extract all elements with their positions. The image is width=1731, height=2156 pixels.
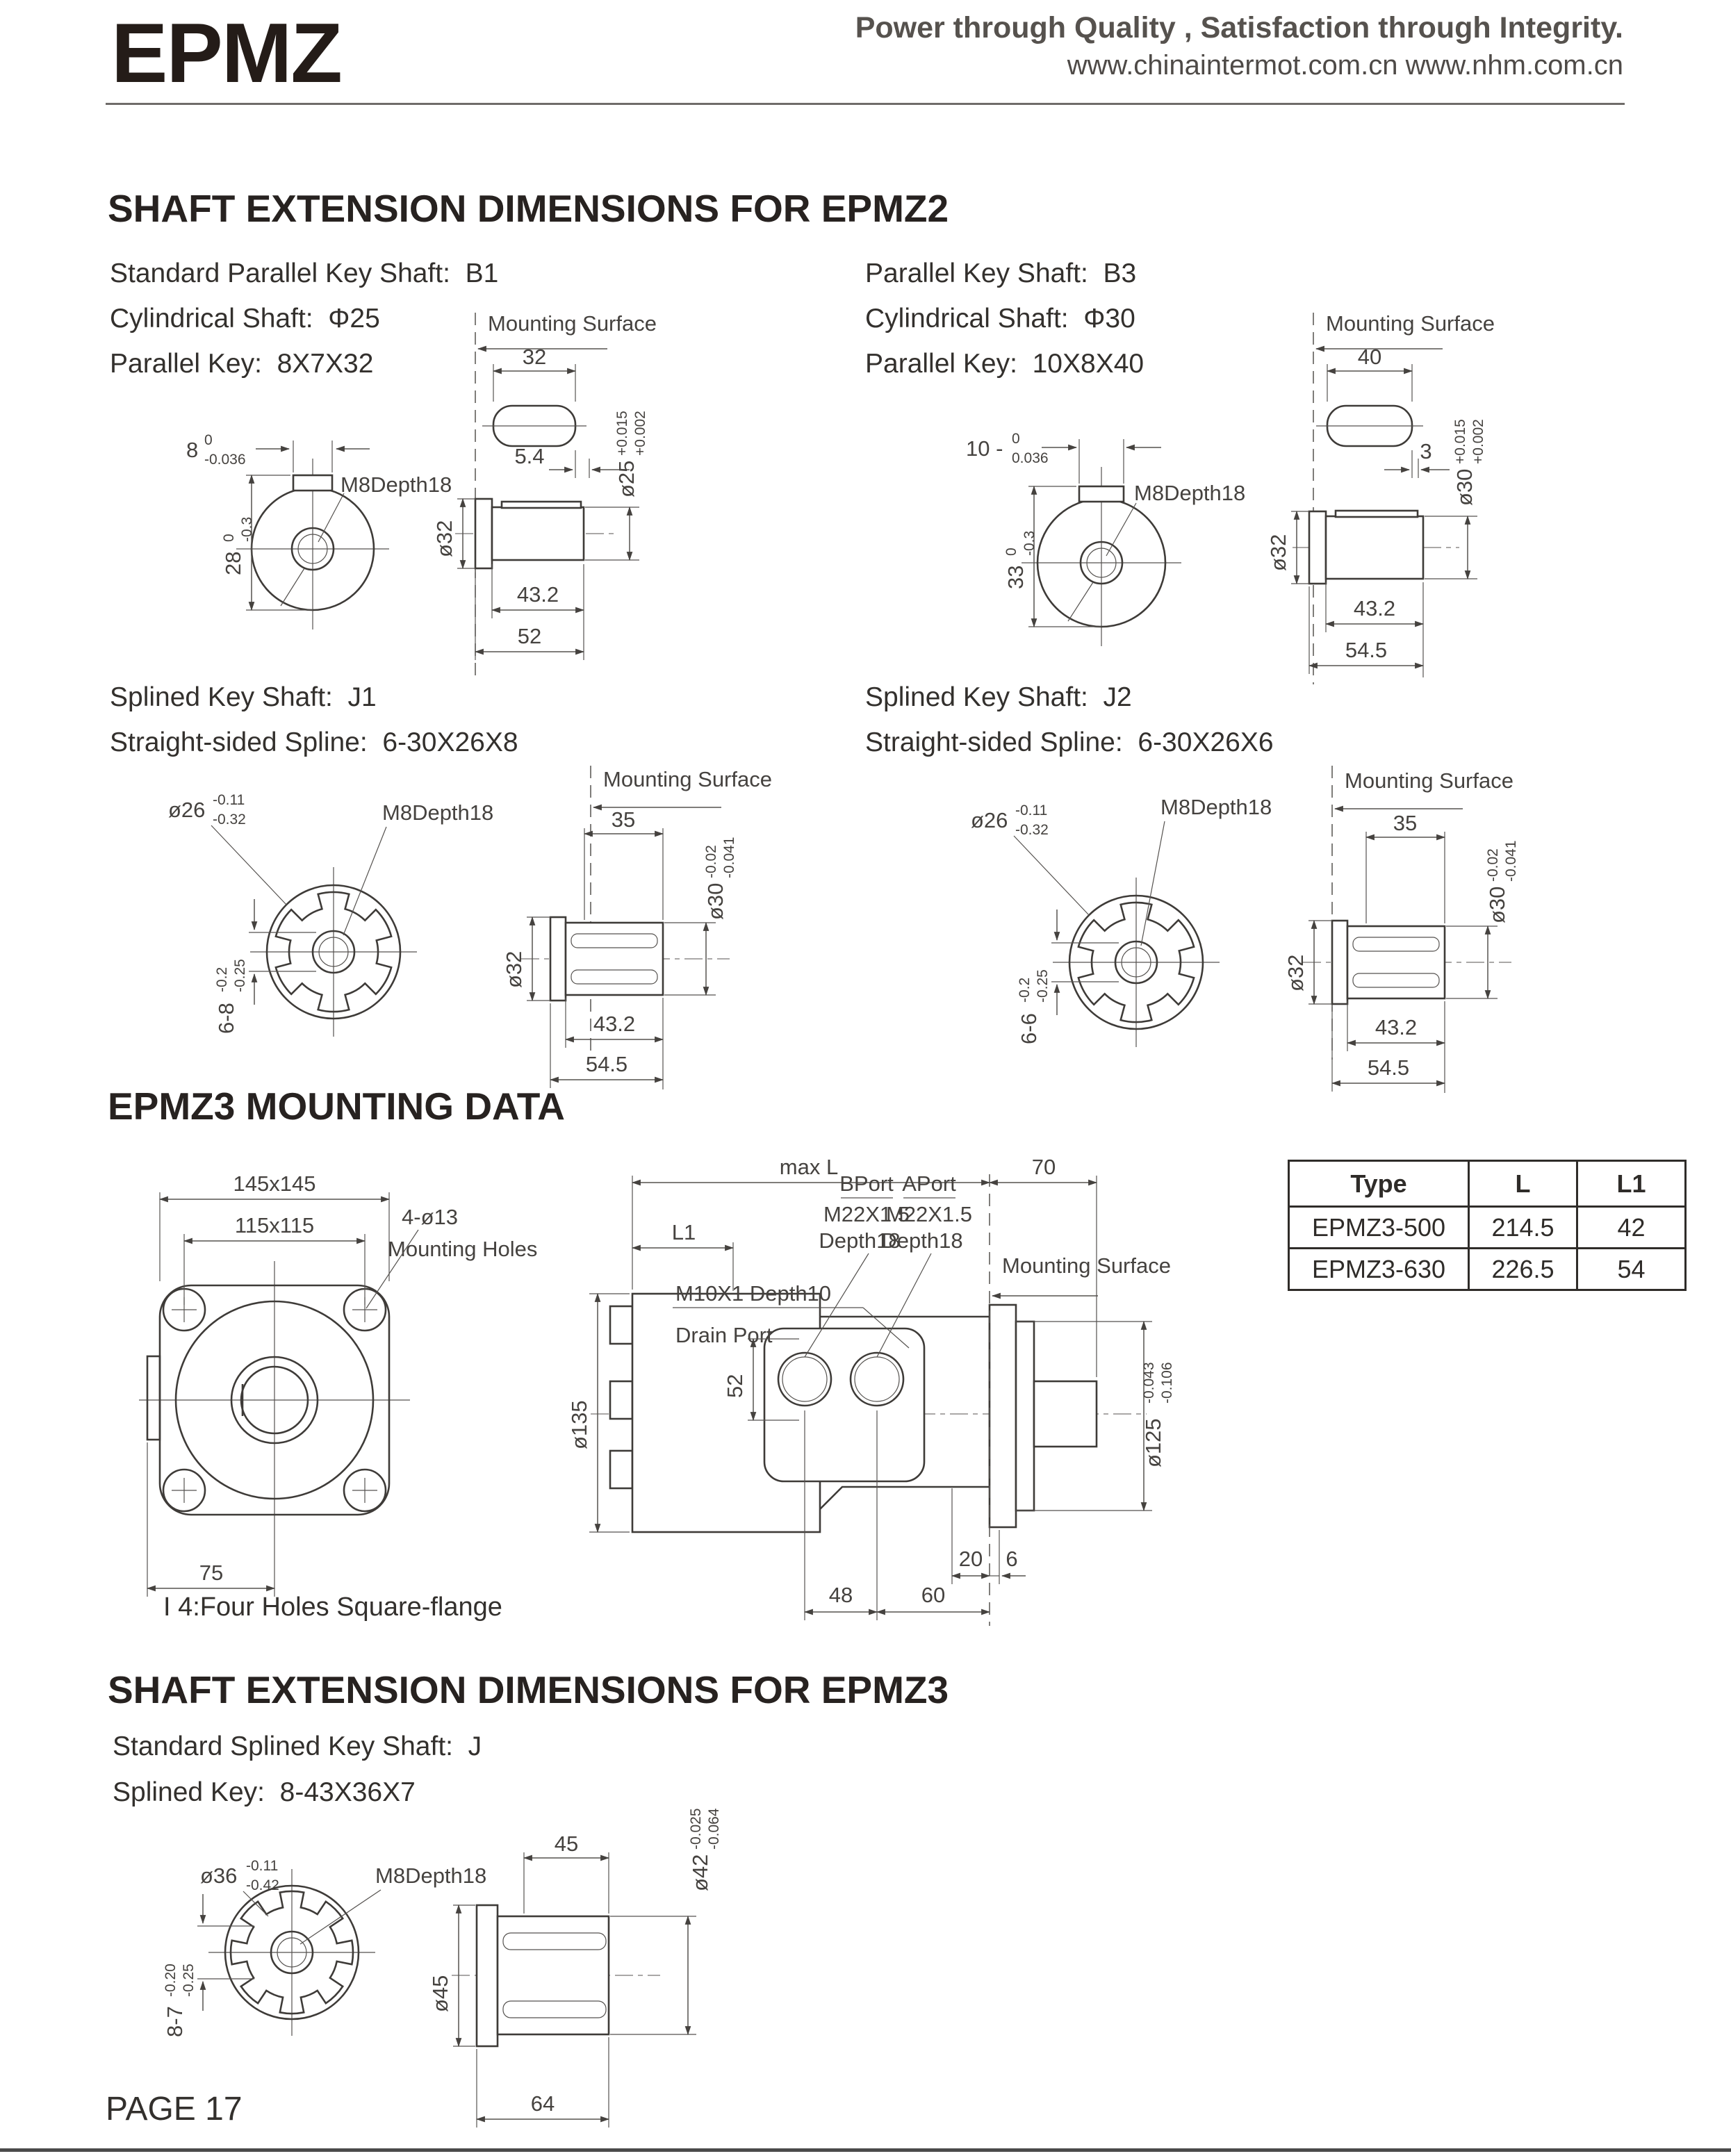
dim-pilot-tol-bot: -0.106 bbox=[1159, 1362, 1175, 1404]
j1-dim-shaft-tol-top: -0.02 bbox=[703, 845, 719, 878]
dim-70: 70 bbox=[1031, 1155, 1056, 1179]
flange-dim-half: 75 bbox=[199, 1561, 224, 1585]
b3-dim-len1: 43.2 bbox=[1353, 596, 1396, 620]
flange-front-view bbox=[139, 1171, 537, 1597]
b3-end-view bbox=[966, 431, 1245, 646]
b1-label-cyl: Cylindrical Shaft: Φ25 bbox=[110, 304, 380, 334]
dim-6: 6 bbox=[1006, 1547, 1018, 1571]
b3-dim-flange-dia: ø32 bbox=[1266, 534, 1290, 571]
b1-dim-height-tol-bot: -0.3 bbox=[239, 516, 255, 542]
j-dim-collar-dia: ø45 bbox=[428, 1975, 452, 2012]
flange-caption: I 4:Four Holes Square-flange bbox=[163, 1593, 502, 1622]
section-title-epmz3: SHAFT EXTENSION DIMENSIONS FOR EPMZ3 bbox=[108, 1668, 949, 1711]
b1-mounting-surface-label: Mounting Surface bbox=[488, 311, 657, 336]
j2-dim-spline-tol-top: -0.11 bbox=[1015, 803, 1048, 818]
b1-dim-height-tol-top: 0 bbox=[221, 534, 237, 542]
j1-dim-spline-len: 35 bbox=[611, 807, 636, 832]
b1-dim-keylen: 32 bbox=[522, 345, 547, 369]
b1-dim-keywidth: 8 bbox=[186, 438, 199, 462]
j1-label-shaft: Splined Key Shaft: J1 bbox=[110, 682, 377, 712]
table-header-type: Type bbox=[1289, 1161, 1469, 1207]
j-dim-shaft-tol-top: -0.025 bbox=[688, 1808, 704, 1850]
b3-dim-shaft-tol-top: +0.015 bbox=[1452, 419, 1468, 464]
j2-label-shaft: Splined Key Shaft: J2 bbox=[865, 682, 1132, 712]
j2-dim-spline-len: 35 bbox=[1393, 811, 1418, 835]
flange-dim-outer: 145x145 bbox=[233, 1171, 316, 1196]
b3-dim-keywidth-tol-top: 0 bbox=[1012, 431, 1020, 447]
j1-dim-shaft-dia: ø30 bbox=[703, 882, 728, 920]
dim-max-l: max L bbox=[779, 1155, 839, 1179]
j2-dim-spline-dia: ø26 bbox=[971, 808, 1008, 832]
j1-dim-spline-tol-bot: -0.32 bbox=[213, 812, 246, 828]
bport-thread: M22X1.5 bbox=[823, 1202, 910, 1226]
table-row bbox=[1289, 1249, 1686, 1290]
b1-dim-shaft-dia: ø25 bbox=[614, 460, 639, 497]
table-cell-l1: 42 bbox=[1577, 1207, 1686, 1249]
flange-dim-bolt: 115x115 bbox=[234, 1213, 315, 1237]
b1-label-key: Parallel Key: 8X7X32 bbox=[110, 349, 374, 379]
j1-dim-shaft-tol-bot: -0.041 bbox=[721, 837, 737, 878]
j-label-shaft: Standard Splined Key Shaft: J bbox=[113, 1731, 482, 1761]
j-dim-spline-tol-top: -0.11 bbox=[246, 1858, 279, 1874]
j-dim-len: 64 bbox=[530, 2091, 555, 2116]
table-header-l1: L1 bbox=[1577, 1161, 1686, 1207]
b3-dim-shaft-dia: ø30 bbox=[1452, 468, 1477, 506]
b3-dim-keywidth: 10 - bbox=[966, 436, 1003, 461]
b3-dim-height-tol-bot: -0.3 bbox=[1022, 530, 1037, 556]
j2-dim-toothwidth-tol-bot: -0.25 bbox=[1035, 969, 1051, 1003]
j1-end-view bbox=[168, 792, 493, 1037]
j2-dim-shaft-dia: ø30 bbox=[1485, 886, 1509, 923]
aport-thread: M22X1.5 bbox=[885, 1202, 973, 1226]
dim-48: 48 bbox=[828, 1583, 853, 1607]
table-cell-l1: 54 bbox=[1577, 1249, 1686, 1290]
j-side-view bbox=[428, 1808, 722, 2128]
mount-surface-label: Mounting Surface bbox=[1002, 1253, 1171, 1278]
j2-dim-len2: 54.5 bbox=[1367, 1055, 1410, 1080]
j1-m8-label: M8Depth18 bbox=[382, 800, 494, 825]
j1-dim-len1: 43.2 bbox=[593, 1012, 636, 1036]
j-dim-spline-dia: ø36 bbox=[200, 1863, 238, 1888]
j1-dim-toothwidth: 6-8 bbox=[214, 1003, 238, 1034]
table-cell-type: EPMZ3-630 bbox=[1289, 1249, 1469, 1290]
j2-dim-len1: 43.2 bbox=[1375, 1015, 1418, 1039]
j1-dim-spline-dia: ø26 bbox=[168, 798, 206, 822]
b3-label-key: Parallel Key: 10X8X40 bbox=[865, 349, 1145, 379]
b1-m8-label: M8Depth18 bbox=[341, 472, 452, 497]
b3-mounting-surface-label: Mounting Surface bbox=[1326, 311, 1495, 336]
b3-drawing bbox=[862, 292, 1661, 695]
b1-dim-tip: 5.4 bbox=[514, 444, 545, 468]
dim-l1: L1 bbox=[671, 1220, 696, 1244]
j-dim-toothwidth-tol-top: -0.20 bbox=[163, 1964, 179, 1997]
j1-dim-len2: 54.5 bbox=[585, 1052, 628, 1076]
page-number: PAGE 17 bbox=[106, 2091, 243, 2128]
j2-dim-shaft-tol-top: -0.02 bbox=[1485, 848, 1501, 882]
section-title-mounting: EPMZ3 MOUNTING DATA bbox=[108, 1085, 565, 1128]
aport-label: APort bbox=[902, 1171, 956, 1196]
b3-key-plan bbox=[1316, 345, 1450, 478]
table-header-l: L bbox=[1469, 1161, 1577, 1207]
j2-dim-flange-dia: ø32 bbox=[1283, 954, 1308, 991]
j1-dim-flange-dia: ø32 bbox=[502, 951, 526, 988]
j2-dim-spline-tol-bot: -0.32 bbox=[1015, 822, 1049, 838]
b1-key-plan bbox=[482, 345, 630, 478]
b3-dim-keylen: 40 bbox=[1357, 345, 1382, 369]
aport-depth: Depth18 bbox=[881, 1228, 963, 1253]
b1-dim-height: 28 bbox=[221, 551, 245, 575]
flange-holes-count: 4-ø13 bbox=[402, 1205, 458, 1229]
b1-dim-len1: 43.2 bbox=[516, 582, 559, 607]
j2-dim-toothwidth-tol-top: -0.2 bbox=[1017, 977, 1033, 1003]
table-row bbox=[1289, 1207, 1686, 1249]
b3-side-view bbox=[1266, 419, 1486, 677]
dim-pilot-tol-top: -0.043 bbox=[1141, 1362, 1157, 1404]
j2-m8-label: M8Depth18 bbox=[1160, 795, 1272, 819]
b3-dim-shaft-tol-bot: +0.002 bbox=[1470, 419, 1486, 464]
footer-rule bbox=[0, 2148, 1731, 2152]
b3-dim-height-tol-top: 0 bbox=[1003, 548, 1019, 556]
j1-drawing bbox=[104, 750, 862, 1098]
j-dim-spline-tol-bot: -0.42 bbox=[246, 1877, 279, 1893]
header-urls: www.chinaintermot.com.cn www.nhm.com.cn bbox=[1067, 50, 1623, 81]
dim-20: 20 bbox=[958, 1547, 983, 1571]
dimension-table bbox=[1288, 1160, 1687, 1291]
j1-label-spline: Straight-sided Spline: 6-30X26X8 bbox=[110, 727, 518, 757]
j-dim-toothwidth-tol-bot: -0.25 bbox=[181, 1964, 197, 1997]
j1-dim-spline-tol-top: -0.11 bbox=[213, 792, 245, 808]
section-title-epmz2: SHAFT EXTENSION DIMENSIONS FOR EPMZ2 bbox=[108, 187, 949, 230]
j1-side-view bbox=[502, 807, 737, 1089]
j2-drawing bbox=[862, 750, 1661, 1098]
b1-end-view bbox=[186, 432, 452, 629]
drain-port-label: Drain Port bbox=[675, 1323, 773, 1347]
j-label-spline: Splined Key: 8-43X36X7 bbox=[113, 1777, 416, 1807]
b1-dim-shaft-tol-top: +0.015 bbox=[614, 411, 630, 456]
table-cell-l: 214.5 bbox=[1469, 1207, 1577, 1249]
table-cell-l: 226.5 bbox=[1469, 1249, 1577, 1290]
dim-body-dia: ø135 bbox=[567, 1400, 591, 1449]
j-dim-shaft-dia: ø42 bbox=[688, 1854, 712, 1891]
b3-dim-keywidth-tol-bot: 0.036 bbox=[1012, 450, 1049, 466]
b3-label-cyl: Cylindrical Shaft: Φ30 bbox=[865, 304, 1135, 334]
bport-depth: Depth18 bbox=[819, 1228, 901, 1253]
dim-52: 52 bbox=[723, 1374, 747, 1398]
j2-dim-toothwidth: 6-6 bbox=[1017, 1013, 1041, 1044]
j2-label-spline: Straight-sided Spline: 6-30X26X6 bbox=[865, 727, 1274, 757]
motor-side-view bbox=[567, 1155, 1175, 1626]
j-dim-spline-len: 45 bbox=[554, 1832, 579, 1856]
brand-logo: EPMZ bbox=[111, 6, 341, 100]
bport-label: BPort bbox=[839, 1171, 894, 1196]
b1-dim-keywidth-tol-bot: -0.036 bbox=[204, 452, 246, 468]
j1-dim-toothwidth-tol-bot: -0.25 bbox=[232, 959, 248, 992]
header-tagline: Power through Quality , Satisfaction through Integrity. bbox=[855, 11, 1623, 44]
b3-label-shaft: Parallel Key Shaft: B3 bbox=[865, 258, 1137, 288]
flange-holes-label: Mounting Holes bbox=[388, 1237, 538, 1261]
b1-label-shaft: Standard Parallel Key Shaft: B1 bbox=[110, 258, 499, 288]
b1-dim-keywidth-tol-top: 0 bbox=[204, 432, 213, 448]
j-dim-shaft-tol-bot: -0.064 bbox=[706, 1808, 722, 1850]
header-rule bbox=[106, 103, 1625, 105]
b3-dim-len2: 54.5 bbox=[1345, 638, 1388, 662]
j2-side-view bbox=[1283, 811, 1519, 1093]
j2-end-view bbox=[971, 795, 1272, 1047]
dim-60: 60 bbox=[921, 1583, 946, 1607]
b1-drawing bbox=[104, 292, 862, 695]
j1-mounting-surface-label: Mounting Surface bbox=[603, 767, 772, 791]
b1-dim-len2: 52 bbox=[517, 624, 542, 648]
j-dim-toothwidth: 8-7 bbox=[163, 2006, 187, 2037]
j1-dim-toothwidth-tol-top: -0.2 bbox=[214, 966, 230, 992]
b3-dim-tip: 3 bbox=[1420, 439, 1432, 463]
drain-thread-label: M10X1 Depth10 bbox=[675, 1281, 832, 1306]
b1-dim-flange-dia: ø32 bbox=[432, 520, 457, 557]
b3-dim-height: 33 bbox=[1003, 565, 1028, 589]
dim-pilot-dia: ø125 bbox=[1141, 1418, 1165, 1467]
b1-dim-shaft-tol-bot: +0.002 bbox=[632, 411, 648, 456]
b3-m8-label: M8Depth18 bbox=[1134, 481, 1246, 505]
j-m8-label: M8Depth18 bbox=[375, 1863, 487, 1888]
j2-dim-shaft-tol-bot: -0.041 bbox=[1503, 840, 1519, 882]
j2-mounting-surface-label: Mounting Surface bbox=[1345, 768, 1513, 793]
table-cell-type: EPMZ3-500 bbox=[1289, 1207, 1469, 1249]
